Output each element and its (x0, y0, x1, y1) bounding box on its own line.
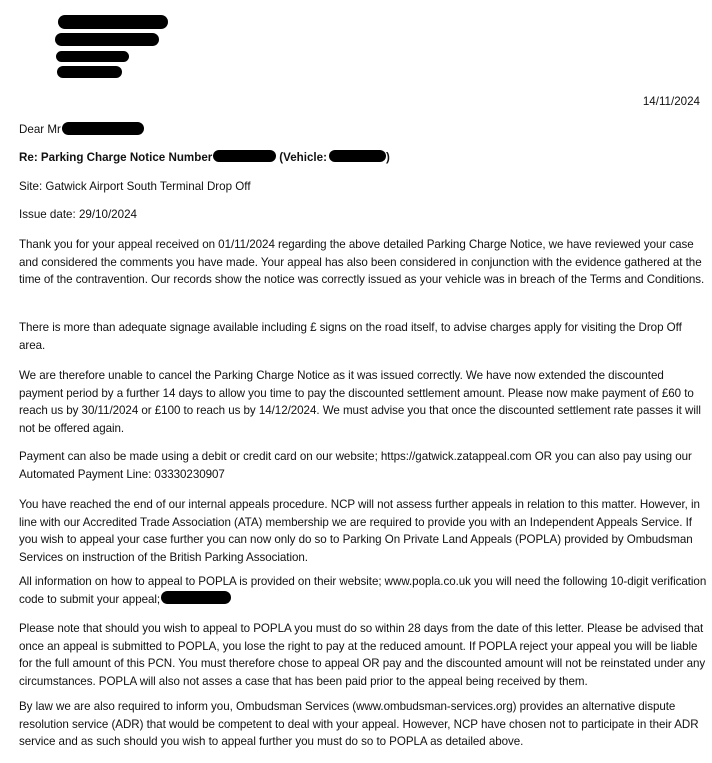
subject-vehicle-suffix: ) (385, 151, 390, 164)
paragraph-appeal-review: Thank you for your appeal received on 01/11/2024 regarding the above detailed Parking Charge Notice, we have reviewed your case and considered the comments you have made. Your appeal has also been considered in conjunction with the evidence gathered at the time of the contravention. Our records show the notice was correctly issued as your vehicle was in breach of the Terms and Conditions. (19, 238, 705, 286)
redacted-name (62, 122, 144, 135)
paragraph-payment-extension: We are therefore unable to cancel the Parking Charge Notice as it was issued correctly. We have now extended the discounted payment period by a further 14 days to allow you time to pay the discounted settlement amount. Please now make payment of £60 to reach us by 30/11/2024 or £100 to reach us by 14/12/2024. We must advise you that once the discounted settlement rate passes it will not be offered again. (19, 369, 701, 435)
paragraph-signage: There is more than adequate signage available including £ signs on the road itself, to advise charges apply for visiting the Drop Off area. (19, 321, 682, 352)
paragraph-popla-info (19, 573, 709, 608)
subject-prefix: Re: Parking Charge Notice Number (19, 151, 213, 164)
subject-vehicle-prefix: (Vehicle: (279, 151, 327, 164)
salutation-text: Dear Mr (19, 123, 61, 136)
paragraph-payment-methods: Payment can also be made using a debit or credit card on our website; https://gatwick.zatappeal.com OR you can also pay using our Automated Payment Line: 03330230907 (19, 450, 692, 481)
issue-date-line: Issue date: 29/10/2024 (19, 208, 137, 221)
redacted-address-line-3 (56, 51, 129, 62)
redacted-vehicle-reg (329, 150, 386, 162)
paragraph-ombudsman-adr: By law we are also required to inform you, Ombudsman Services (www.ombudsman-services.org) provides an alternative dispute resolution service (ADR) that would be competent to deal with your appeal. However, NCP have chosen not to participate in their ADR service and as such should you wish to appeal further you must do so to POPLA as detailed above. (19, 700, 699, 748)
paragraph-popla-deadline: Please note that should you wish to appeal to POPLA you must do so within 28 days from the date of this letter. Please be advised that once an appeal is submitted to POPLA, you lose the right to pay at the reduced amount. If POPLA reject your appeal you will be liable for the full amount of this PCN. You must therefore chose to appeal OR pay and the discounted amount will not be reinstated under any circumstances. POPLA will also not asses a case that has been paid prior to the appeal being received by them. (19, 622, 706, 688)
popla-info-text: All information on how to appeal to POPLA is provided on their website; www.popla.co.uk you will need the following 10-digit verification code to submit your appeal; (19, 575, 707, 606)
site-line: Site: Gatwick Airport South Terminal Drop Off (19, 180, 251, 193)
redacted-address-line-4 (57, 66, 122, 78)
paragraph-internal-appeals-end: You have reached the end of our internal appeals procedure. NCP will not assess further appeals in relation to this matter. However, in line with our Accredited Trade Association (ATA) membership we are required to provide you with an Independent Appeals Service. If you wish to appeal your case further you can now only do so to Parking On Private Land Appeals (POPLA) provided by Ombudsman Services on instruction of the British Parking Association. (19, 498, 700, 564)
salutation (19, 121, 144, 139)
redacted-pcn-number (213, 150, 276, 162)
letter-date: 14/11/2024 (642, 95, 700, 108)
redacted-verification-code (161, 591, 231, 604)
redacted-address-line-2 (55, 33, 159, 46)
subject-line (19, 149, 390, 167)
redacted-address-line-1 (58, 15, 168, 29)
